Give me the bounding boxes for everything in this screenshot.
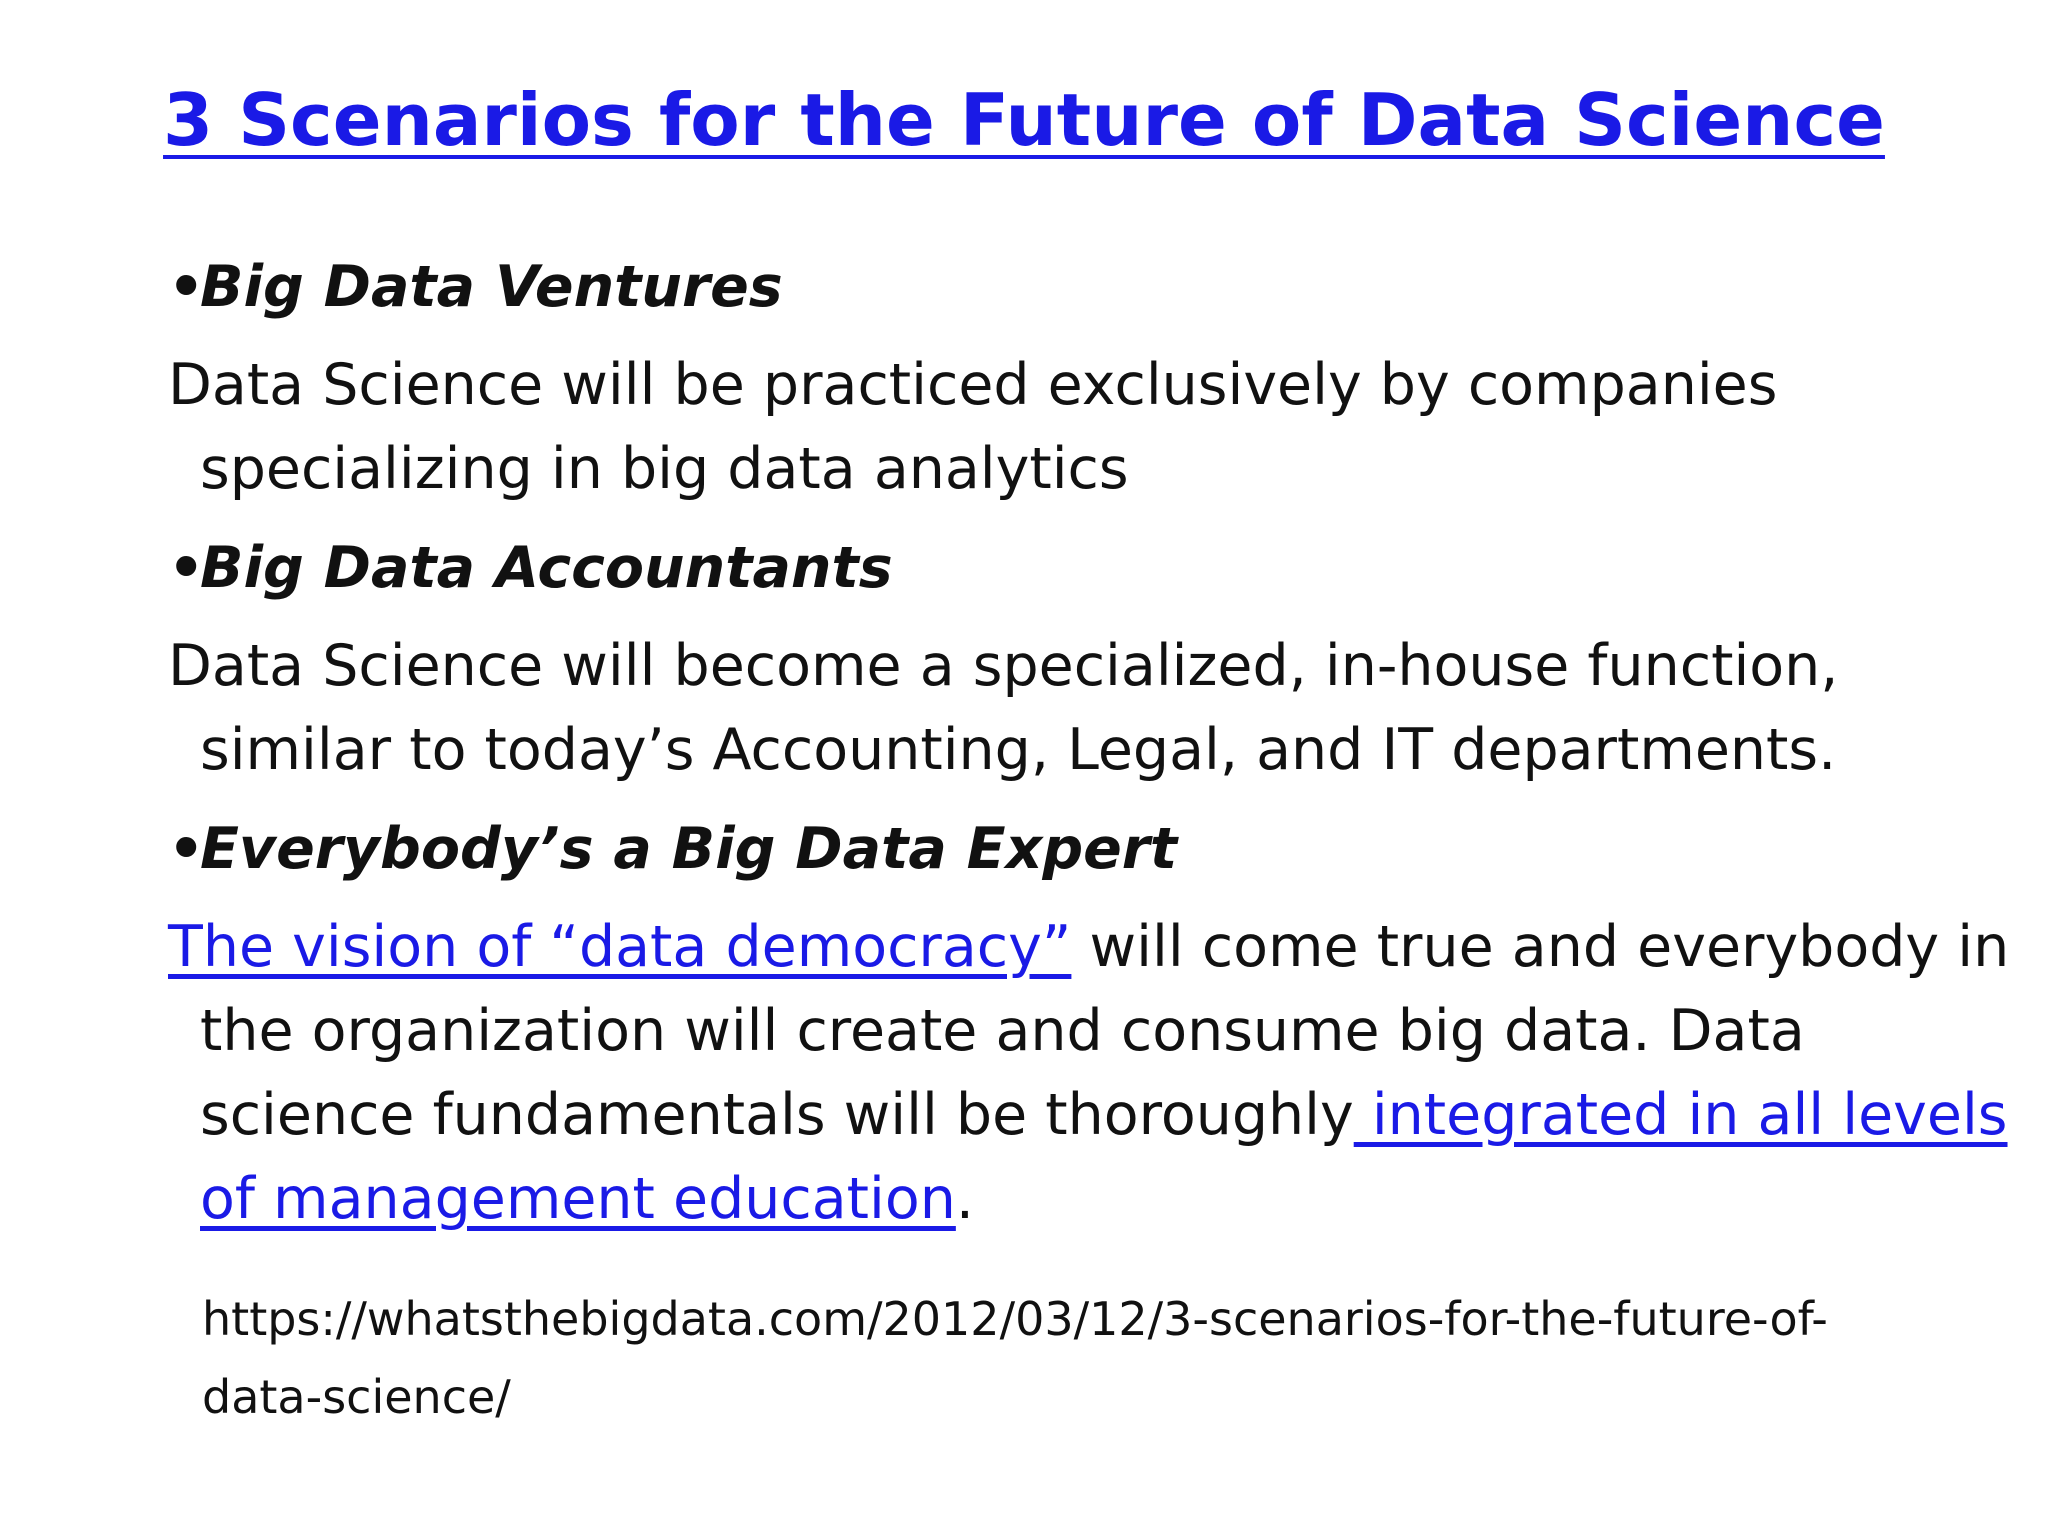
management-education-link-part1[interactable]: integrated in all levels (1353, 1082, 2008, 1148)
text-line (168, 1157, 1968, 1241)
scenario-heading-big-data-ventures (168, 252, 783, 322)
data-democracy-link[interactable]: The vision of “data democracy” (168, 914, 1072, 980)
scenario-description (168, 624, 1968, 792)
text-line: similar to today’s Accounting, Legal, and IT departments. (200, 717, 1837, 783)
title-link[interactable]: 3 Scenarios for the Future of Data Science (163, 78, 1885, 162)
text-fragment: science fundamentals will be thoroughly (200, 1082, 1354, 1148)
scenario-heading-text: Everybody’s a Big Data Expert (200, 816, 1178, 882)
source-url (202, 1280, 1828, 1436)
scenario-description (168, 343, 1968, 511)
scenario-heading-text: Big Data Accountants (200, 535, 893, 601)
management-education-link-part2[interactable]: of management education (200, 1166, 956, 1232)
text-line: Data Science will become a specialized, in-house function, (168, 633, 1839, 699)
text-fragment: will come true and everybody in (1071, 914, 2010, 980)
scenario-heading-text: Big Data Ventures (200, 254, 783, 320)
text-line: the organization will create and consume big data. Data (200, 998, 1805, 1064)
scenario-description (168, 905, 2010, 1241)
bullet-icon: • (168, 535, 205, 601)
text-fragment: . (955, 1166, 974, 1232)
source-line: data-science/ (202, 1370, 511, 1424)
source-line: https://whatsthebigdata.com/2012/03/12/3-scenarios-for-the-future-of- (202, 1292, 1828, 1346)
text-line (168, 905, 2010, 989)
scenario-heading-big-data-accountants (168, 533, 893, 603)
scenario-heading-everybody-expert (168, 814, 1177, 884)
text-line: Data Science will be practiced exclusively by companies (168, 352, 1778, 418)
text-line: specializing in big data analytics (200, 436, 1129, 502)
text-line (168, 1073, 2008, 1157)
bullet-icon: • (168, 254, 205, 320)
slide-title (0, 72, 2048, 168)
bullet-icon: • (168, 816, 205, 882)
